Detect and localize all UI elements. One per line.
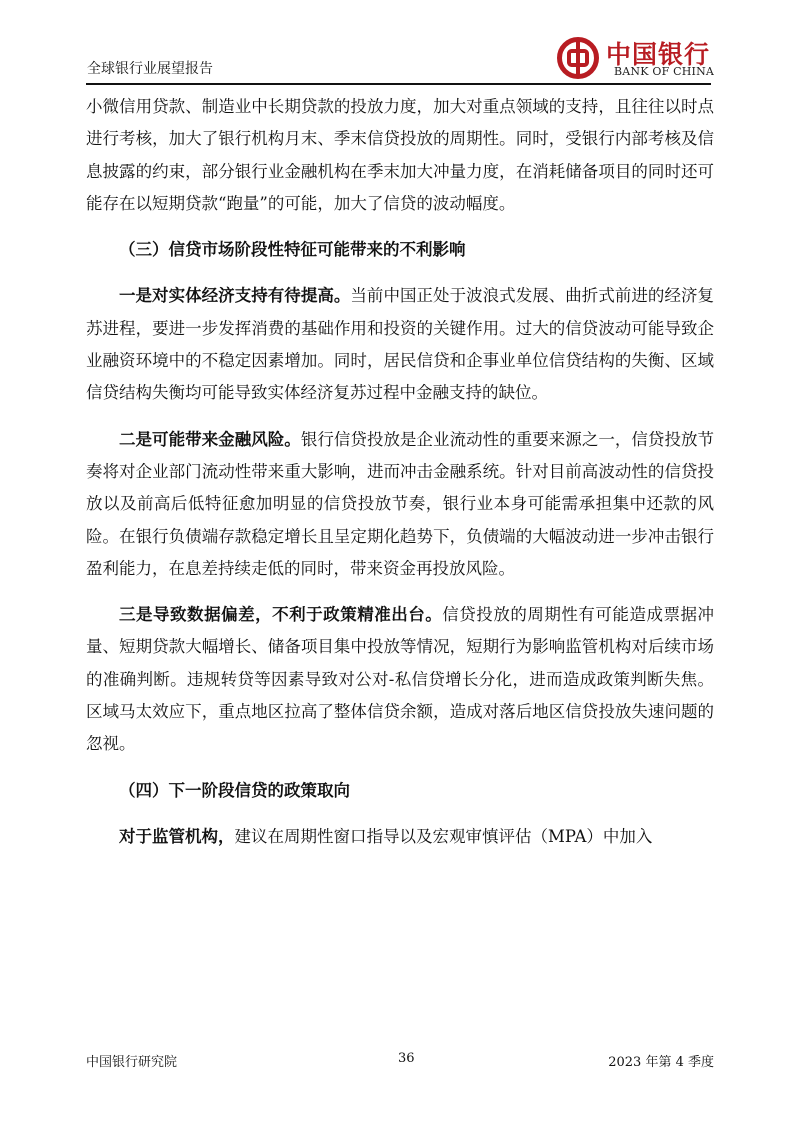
paragraph-lead: 一是对实体经济支持有待提高。 <box>119 286 351 306</box>
header-divider <box>86 83 711 85</box>
paragraph-lead: 对于监管机构， <box>119 826 235 846</box>
section-heading-3: （三）信贷市场阶段性特征可能带来的不利影响 <box>119 240 466 260</box>
paragraph-regulators <box>86 821 714 853</box>
footer-period: 2023 年第 4 季度 <box>608 1055 714 1070</box>
paragraph-continued: 小微信用贷款、制造业中长期贷款的投放力度，加大对重点领域的支持，且往往以时点进行考核，加大了银行机构月末、季末信贷投放的周期性。同时，受银行内部考核及信息披露的约束，部分银行业金融机构在季末加大冲量力度，在消耗储备项目的同时还可能存在以短期贷款“跑量”的可能，加大了信贷的波动幅度。 <box>86 97 714 213</box>
logo-english-name: BANK OF CHINA <box>614 65 715 78</box>
section-heading-4: （四）下一阶段信贷的政策取向 <box>119 780 350 800</box>
page-number: 36 <box>398 1051 415 1066</box>
paragraph-data-bias <box>86 599 714 760</box>
report-title: 全球银行业展望报告 <box>87 61 213 77</box>
footer-publisher: 中国银行研究院 <box>86 1055 178 1070</box>
logo-chinese-name: 中国银行 <box>606 40 711 69</box>
paragraph-real-economy <box>86 280 714 409</box>
paragraph-text: 当前中国正处于波浪式发展、曲折式前进的经济复苏进程，要进一步发挥消费的基础作用和投资的关键作用。过大的信贷波动可能导致企业融资环境中的不稳定因素增加。同时，居民信贷和企事业单位信贷结构的失衡、区域信贷结构失衡均可能导致实体经济复苏过程中金融支持的缺位。 <box>86 286 715 403</box>
bank-of-china-logo-icon <box>556 36 600 80</box>
paragraph-text: 银行信贷投放是企业流动性的重要来源之一，信贷投放节奏将对企业部门流动性带来重大影响，进而冲击金融系统。针对目前高波动性的信贷投放以及前高后低特征愈加明显的信贷投放节奏，银行业本身可能需承担集中还款的风险。在银行负债端存款稳定增长且呈定期化趋势下，负债端的大幅波动进一步冲击银行盈利能力，在息差持续走低的同时，带来资金再投放风险。 <box>86 429 715 578</box>
page-body <box>86 91 714 853</box>
paragraph-lead: 三是导致数据偏差，不利于政策精准出台。 <box>119 605 443 625</box>
paragraph-lead: 二是可能带来金融风险。 <box>119 429 301 449</box>
bank-logo <box>556 36 716 80</box>
paragraph-text: 建议在周期性窗口指导以及宏观审慎评估（MPA）中加入 <box>234 826 653 846</box>
paragraph-financial-risk <box>86 424 714 585</box>
paragraph-text: 信贷投放的周期性有可能造成票据冲量、短期贷款大幅增长、储备项目集中投放等情况，短期行为影响监管机构对后续市场的准确判断。违规转贷等因素导致对公对-私信贷增长分化，进而造成政策判断失焦。区域马太效应下，重点地区拉高了整体信贷余额，造成对落后地区信贷投放失速问题的忽视。 <box>86 605 715 754</box>
